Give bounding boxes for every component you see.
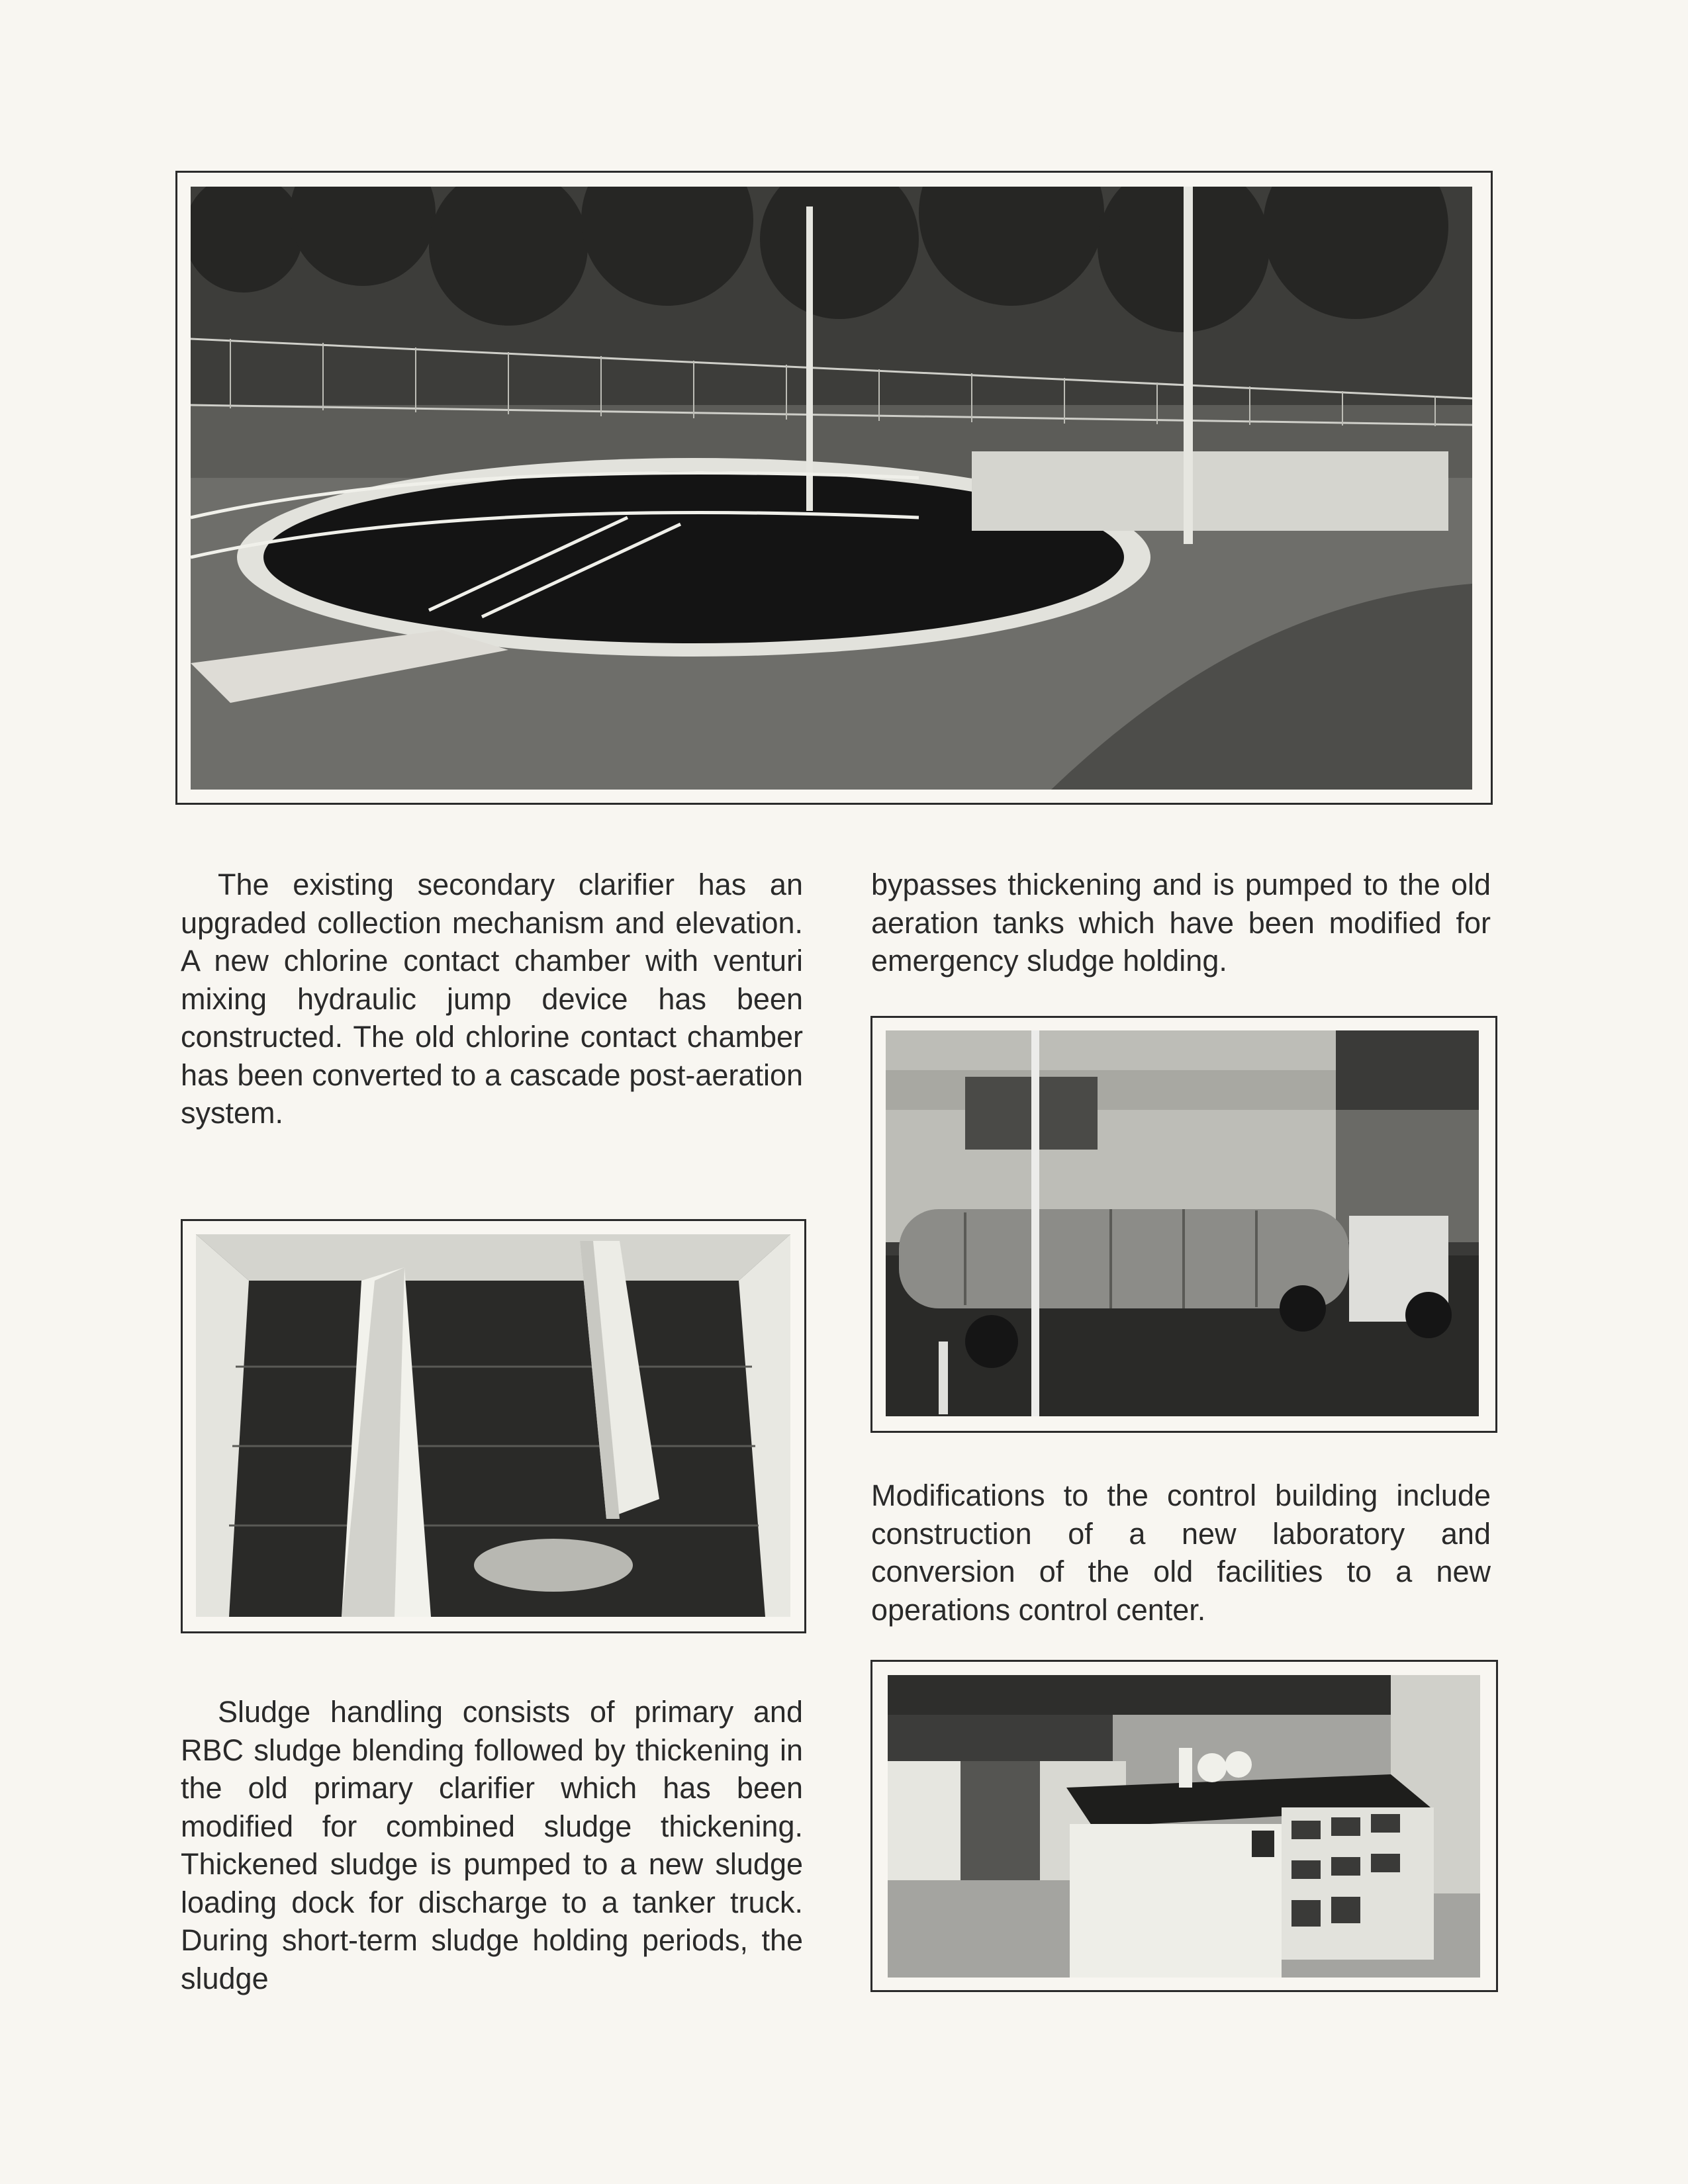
control-building-paragraph-text: Modifications to the control building include construction of a new laboratory and conversion of the old facilities to a new operations control center.	[871, 1479, 1491, 1627]
tanker-truck-photo	[886, 1030, 1479, 1416]
clarifier-paragraph	[181, 866, 803, 1132]
clarifier-photo	[191, 187, 1472, 790]
sludge-paragraph-text: Sludge handling consists of primary and RBC sludge blending followed by thickening in the old primary clarifier which has been modified for combined sludge thickening. Thickened sludge is pumped to a new sludge loading dock for discharge to a tanker truck. During short-term sludge holding periods, the sludge	[181, 1695, 803, 1995]
bypass-paragraph	[871, 866, 1491, 980]
chlorine-chamber-photo	[196, 1234, 790, 1617]
control-building-paragraph	[871, 1477, 1491, 1629]
laboratory-photo	[888, 1675, 1480, 1978]
clarifier-paragraph-text: The existing secondary clarifier has an upgraded collection mechanism and elevation. A new chlorine contact chamber with venturi mixing hydraulic jump device has been constructed. The old chlorine contact chamber has been converted to a cascade post-aeration system.	[181, 868, 803, 1130]
sludge-paragraph	[181, 1693, 803, 1997]
bypass-paragraph-text: bypasses thickening and is pumped to the old aeration tanks which have been modified for emergency sludge holding.	[871, 868, 1491, 978]
